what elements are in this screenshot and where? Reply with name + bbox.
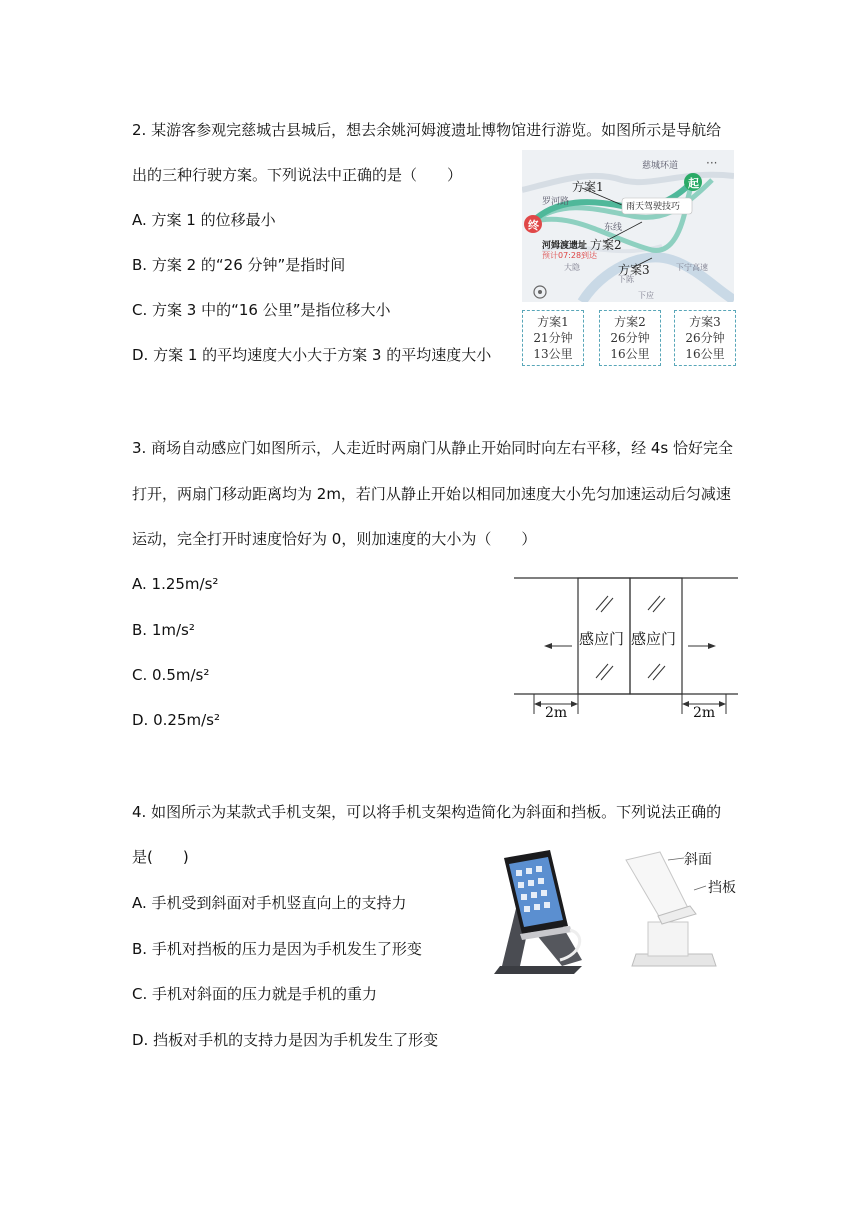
q4-stem-line-1: 4. 如图所示为某款式手机支架，可以将手机支架构造简化为斜面和挡板。下列说法正确的	[132, 803, 722, 821]
q4-option-c: C. 手机对斜面的压力就是手机的重力	[132, 985, 378, 1003]
map-chip-text: 雨天驾驶技巧	[626, 202, 681, 212]
q2-stem-line-1: 2. 某游客参观完慈城古县城后，想去余姚河姆渡遗址博物馆进行游览。如图所示是导航给	[132, 121, 722, 139]
end-marker-label: 终	[528, 219, 539, 232]
right-arrow-head-icon	[708, 643, 716, 649]
destination-label: 河姆渡遗址	[542, 241, 588, 251]
plan-1-time: 21分钟	[533, 331, 573, 345]
dim-arrow-icon	[534, 701, 541, 707]
q2-option-d: D. 方案 1 的平均速度大小大于方案 3 的平均速度大小	[132, 346, 492, 364]
left-stand-base	[494, 966, 582, 974]
q3-option-b: B. 1m/s²	[132, 621, 195, 639]
plan-3-distance: 16公里	[685, 347, 725, 361]
incline-pointer	[668, 858, 684, 860]
q3-stem-line-1: 3. 商场自动感应门如图所示，人走近时两扇门从静止开始同时向左右平移，经 4s 恰好完全	[132, 439, 733, 457]
route-2-label: 方案2	[590, 238, 622, 252]
road-label-left: 罗河路	[542, 197, 570, 207]
q3-stem-line-2: 打开，两扇门移动距离均为 2m，若门从静止开始以相同加速度大小先匀加速运动后匀减速	[132, 485, 731, 503]
plan-2-time: 26分钟	[610, 331, 650, 345]
baffle-label: 挡板	[708, 880, 736, 896]
plan-3-box	[674, 310, 736, 366]
dim-arrow-icon	[571, 701, 578, 707]
plan-3-name: 方案3	[689, 315, 721, 329]
left-arrow-head-icon	[544, 643, 552, 649]
road-label-top: 慈城环道	[642, 161, 679, 171]
q3-stem-line-3: 运动，完全打开时速度恰好为 0，则加速度的大小为（ ）	[132, 530, 537, 548]
route-1-label: 方案1	[572, 180, 604, 194]
q2-option-b: B. 方案 2 的“26 分钟”是指时间	[132, 256, 346, 274]
route-3-label: 方案3	[618, 263, 650, 277]
place-label: 下宁高速	[676, 263, 708, 272]
q3-option-d: D. 0.25m/s²	[132, 711, 220, 729]
map-river	[582, 257, 734, 302]
plan-2-box	[599, 310, 661, 366]
right-stand-incline	[626, 852, 688, 918]
sensor-door-drawing	[512, 574, 742, 724]
map-background	[522, 150, 734, 302]
road-label-mid: 东线	[604, 223, 623, 233]
plan-2-name: 方案2	[614, 315, 646, 329]
place-label: 下应	[638, 291, 654, 300]
place-label: 下陈	[618, 275, 634, 284]
q2-stem-line-2: 出的三种行驶方案。下列说法中正确的是（ ）	[132, 166, 463, 184]
plan-1-distance: 13公里	[533, 347, 573, 361]
plan-3-time: 26分钟	[685, 331, 725, 345]
start-marker-label: 起	[688, 177, 699, 190]
left-door-label: 感应门	[579, 630, 625, 648]
q4-option-a: A. 手机受到斜面对手机竖直向上的支持力	[132, 894, 407, 912]
eta-label: 预计07:28到达	[542, 251, 598, 260]
q4-option-b: B. 手机对挡板的压力是因为手机发生了形变	[132, 940, 422, 958]
phone-stand-figure	[490, 842, 746, 982]
baffle-pointer	[694, 886, 706, 890]
sensor-door-figure	[512, 574, 742, 724]
plan-2-distance: 16公里	[610, 347, 650, 361]
plan-1-name: 方案1	[537, 315, 569, 329]
q2-option-a: A. 方案 1 的位移最小	[132, 211, 276, 229]
more-menu-icon: ···	[706, 156, 718, 170]
q4-option-d: D. 挡板对手机的支持力是因为手机发生了形变	[132, 1031, 439, 1049]
locate-icon-dot	[538, 290, 542, 294]
q3-option-c: C. 0.5m/s²	[132, 666, 210, 684]
dim-arrow-icon	[719, 701, 726, 707]
left-distance-label: 2m	[545, 705, 568, 721]
place-label: 大隐	[564, 263, 580, 272]
navigation-map-figure	[522, 150, 734, 372]
q4-stem-line-2: 是( )	[132, 848, 189, 866]
incline-label: 斜面	[684, 852, 712, 868]
right-stand-column	[648, 922, 688, 956]
q3-option-a: A. 1.25m/s²	[132, 575, 219, 593]
plan-1-box	[522, 310, 584, 366]
plan-summary-row	[522, 310, 734, 368]
right-door-label: 感应门	[631, 630, 677, 648]
dim-arrow-icon	[682, 701, 689, 707]
q2-option-c: C. 方案 3 中的“16 公里”是指位移大小	[132, 301, 391, 319]
right-distance-label: 2m	[693, 705, 716, 721]
